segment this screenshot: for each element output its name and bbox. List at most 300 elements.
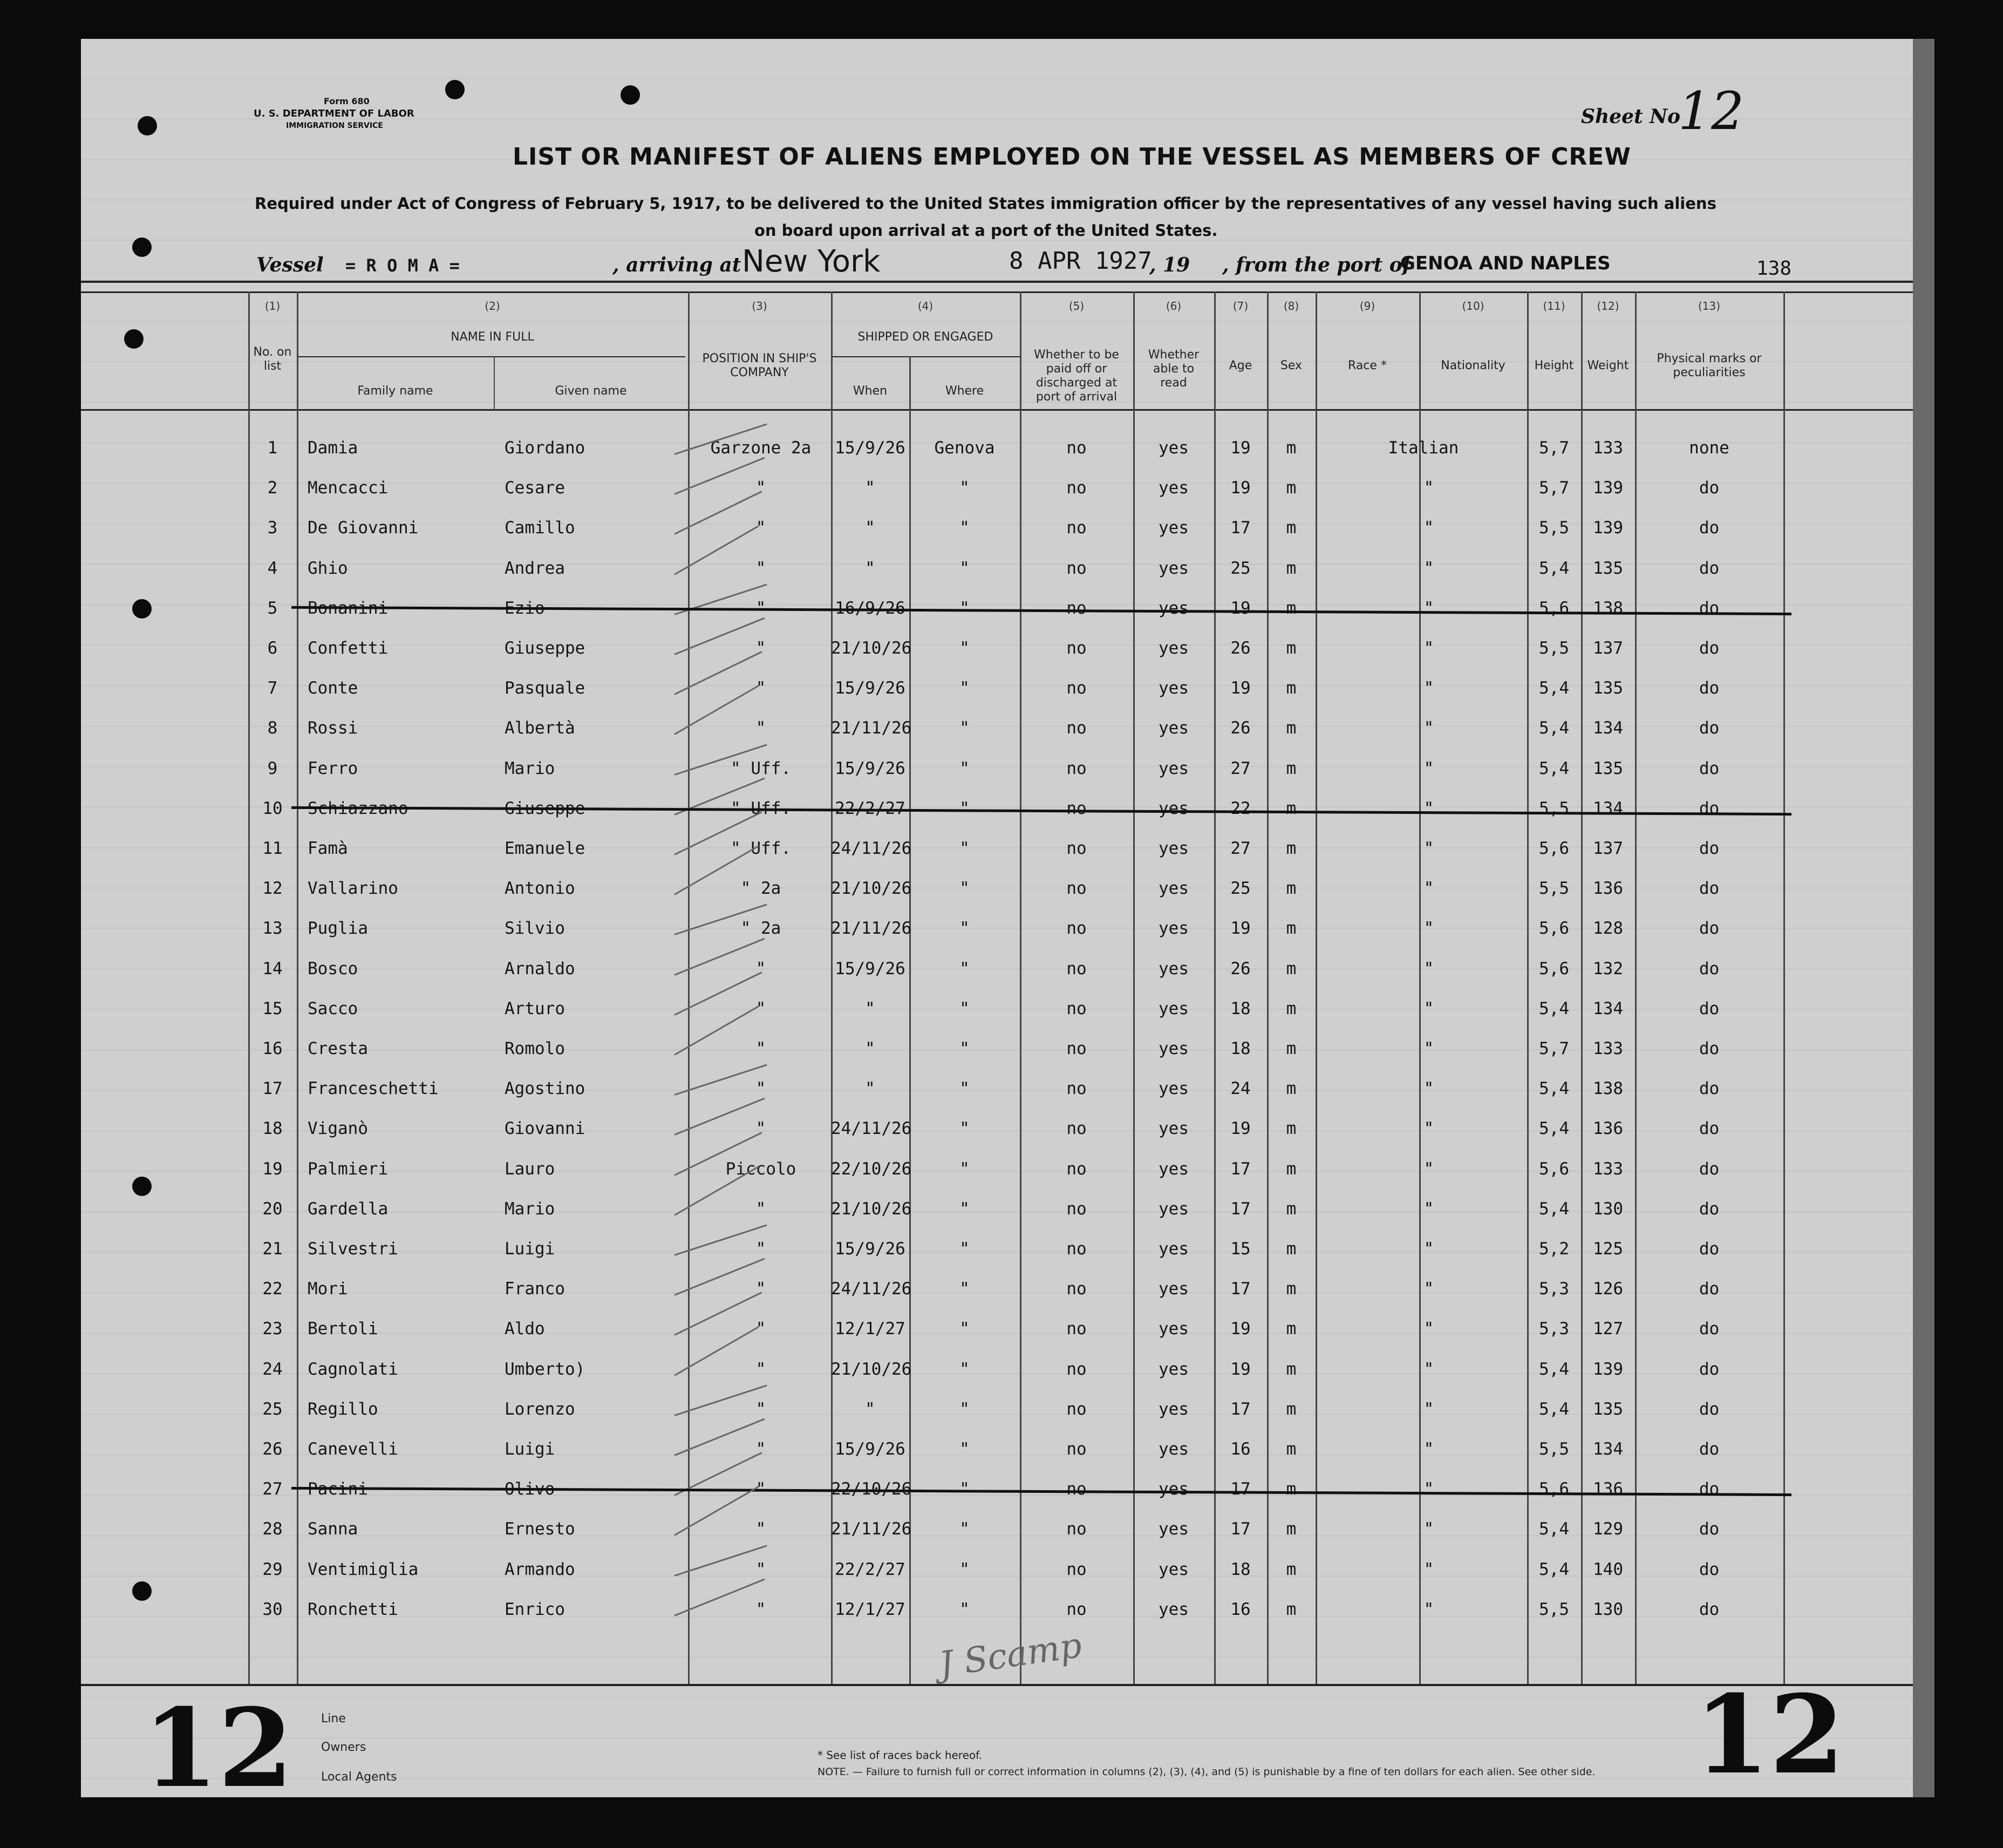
age-cell: 17 [1230,1159,1251,1179]
sex-cell: m [1286,599,1297,618]
weight-cell: 130 [1593,1600,1623,1619]
sheet-number-right: 12 [1694,1672,1845,1798]
physical-marks-cell: do [1699,1279,1720,1299]
position-cell: " [755,1199,766,1219]
shipped-where-cell: " [959,959,970,979]
col-num: (3) [752,300,767,312]
shipped-when-cell: 21/10/26 [831,638,912,658]
height-cell: 5,7 [1539,438,1569,458]
table-row [0,1158,2003,1191]
race-cell: " [1423,478,1434,498]
family-name-cell: Sacco [308,999,358,1018]
family-name-cell: Conte [308,678,358,698]
able-to-read-cell: yes [1159,1199,1189,1219]
header-given-name: Given name [555,384,627,398]
form-number: Form 680 [324,96,370,106]
shipped-where-cell: " [959,638,970,658]
given-name-cell: Pasquale [505,678,585,698]
position-cell: " [755,1119,766,1138]
weight-cell: 133 [1593,438,1623,458]
position-cell: " [755,1399,766,1419]
sex-cell: m [1286,1199,1297,1219]
race-cell: Italian [1388,438,1459,458]
paid-off-cell: no [1066,438,1087,458]
given-name-cell: Antonio [505,879,575,898]
row-number-cell: 29 [262,1560,283,1579]
shipped-when-cell: " [865,999,875,1018]
paid-off-cell: no [1066,1239,1087,1259]
age-cell: 26 [1230,638,1251,658]
family-name-cell: Damia [308,438,358,458]
given-name-cell: Luigi [505,1239,555,1259]
col-num: (7) [1232,300,1249,312]
row-number-cell: 19 [262,1159,283,1179]
table-bottom-rule [81,1684,1913,1686]
position-cell: " 2a [740,919,781,938]
shipped-when-cell: " [865,559,875,578]
physical-marks-cell: do [1699,799,1720,818]
family-name-cell: Franceschetti [308,1079,439,1098]
height-cell: 5,5 [1539,1439,1569,1459]
shipped-where-cell: " [959,559,970,578]
header-name-in-full: NAME IN FULL [451,330,534,344]
row-number-cell: 6 [267,638,278,658]
physical-marks-cell: do [1699,759,1720,778]
col-num: (12) [1597,300,1619,312]
name-subheader-rule [297,356,685,357]
shipped-where-cell: " [959,1519,970,1539]
physical-marks-cell: do [1699,1560,1720,1579]
shipped-when-cell: 22/2/27 [835,799,905,818]
weight-cell: 139 [1593,478,1623,498]
height-cell: 5,3 [1539,1279,1569,1299]
position-cell: " 2a [740,879,781,898]
paid-off-cell: no [1066,1479,1087,1499]
able-to-read-cell: yes [1159,1079,1189,1098]
physical-marks-cell: do [1699,559,1720,578]
weight-cell: 133 [1593,1039,1623,1058]
weight-cell: 139 [1593,1360,1623,1379]
weight-cell: 136 [1593,1479,1623,1499]
age-cell: 19 [1230,1319,1251,1339]
sex-cell: m [1286,1279,1297,1299]
age-cell: 24 [1230,1079,1251,1098]
weight-cell: 138 [1593,599,1623,618]
table-row [0,1599,2003,1631]
given-name-cell: Giordano [505,438,585,458]
position-cell: " Uff. [731,759,791,778]
age-cell: 17 [1230,1399,1251,1419]
able-to-read-cell: yes [1159,1560,1189,1579]
paid-off-cell: no [1066,1439,1087,1459]
able-to-read-cell: yes [1159,1519,1189,1539]
paid-off-cell: no [1066,1279,1087,1299]
race-cell: " [1423,559,1434,578]
physical-marks-cell: do [1699,1039,1720,1058]
height-cell: 5,7 [1539,478,1569,498]
header-race: Race * [1348,359,1387,372]
physical-marks-cell: do [1699,1519,1720,1539]
weight-cell: 126 [1593,1279,1623,1299]
age-cell: 26 [1230,959,1251,979]
table-row [0,717,2003,750]
row-number-cell: 21 [262,1239,283,1259]
position-cell: " [755,518,766,538]
able-to-read-cell: yes [1159,999,1189,1018]
weight-cell: 133 [1593,1159,1623,1179]
race-cell: " [1423,678,1434,698]
paid-off-cell: no [1066,1319,1087,1339]
family-name-cell: Mencacci [308,478,389,498]
shipped-when-cell: 24/11/26 [831,1119,912,1138]
table-row [0,798,2003,830]
from-port-label: , from the port of [1222,254,1411,276]
given-name-cell: Mario [505,759,555,778]
age-cell: 17 [1230,1479,1251,1499]
weight-cell: 136 [1593,1119,1623,1138]
age-cell: 19 [1230,1119,1251,1138]
header-shipped: SHIPPED OR ENGAGED [857,330,993,344]
weight-cell: 125 [1593,1239,1623,1259]
family-name-cell: Regillo [308,1399,378,1419]
race-cell: " [1423,1560,1434,1579]
family-name-cell: Sanna [308,1519,358,1539]
shipped-when-cell: 24/11/26 [831,839,912,858]
service-label: IMMIGRATION SERVICE [286,121,383,130]
race-cell: " [1423,1439,1434,1459]
position-cell: " [755,1560,766,1579]
paid-off-cell: no [1066,518,1087,538]
row-number-cell: 4 [267,559,278,578]
physical-marks-cell: do [1699,959,1720,979]
shipped-where-cell: " [959,1119,970,1138]
shipped-when-cell: 21/11/26 [831,1519,912,1539]
race-cell: " [1423,839,1434,858]
page-reference: 138 [1756,257,1792,280]
sex-cell: m [1286,999,1297,1018]
race-cell: " [1423,1159,1434,1179]
paid-off-cell: no [1066,1119,1087,1138]
paid-off-cell: no [1066,799,1087,818]
sheet-no-value: 12 [1678,81,1745,141]
date-stamp: 8 APR 1927 [1009,247,1152,275]
position-cell: " [755,1479,766,1499]
race-cell: " [1423,1319,1434,1339]
shipped-when-cell: 15/9/26 [835,1439,905,1459]
sheet-no-label: Sheet No [1581,105,1681,128]
weight-cell: 135 [1593,1399,1623,1419]
position-cell: " [755,1519,766,1539]
weight-cell: 139 [1593,518,1623,538]
given-name-cell: Olivo [505,1479,555,1499]
sex-cell: m [1286,919,1297,938]
row-number-cell: 25 [262,1399,283,1419]
shipped-where-cell: " [959,919,970,938]
paid-off-cell: no [1066,478,1087,498]
shipped-where-cell: " [959,1600,970,1619]
paid-off-cell: no [1066,759,1087,778]
physical-marks-cell: do [1699,599,1720,618]
height-cell: 5,6 [1539,1479,1569,1499]
age-cell: 27 [1230,839,1251,858]
race-cell: " [1423,1079,1434,1098]
position-cell: " [755,678,766,698]
shipped-where-cell: " [959,478,970,498]
given-name-cell: Arturo [505,999,565,1018]
sex-cell: m [1286,879,1297,898]
height-cell: 5,4 [1539,1360,1569,1379]
race-cell: " [1423,799,1434,818]
table-row [0,918,2003,950]
shipped-where-cell: " [959,839,970,858]
sex-cell: m [1286,1119,1297,1138]
age-cell: 27 [1230,759,1251,778]
shipped-where-cell: " [959,1439,970,1459]
able-to-read-cell: yes [1159,1119,1189,1138]
age-cell: 16 [1230,1439,1251,1459]
weight-cell: 138 [1593,1079,1623,1098]
physical-marks-cell: do [1699,1479,1720,1499]
table-row [0,637,2003,670]
race-cell: " [1423,999,1434,1018]
age-cell: 26 [1230,718,1251,738]
sheet-number-left: 12 [143,1685,294,1812]
given-name-cell: Albertà [505,718,575,738]
header-weight: Weight [1587,359,1629,372]
race-cell: " [1423,599,1434,618]
sex-cell: m [1286,1360,1297,1379]
family-name-cell: Bosco [308,959,358,979]
sex-cell: m [1286,478,1297,498]
sex-cell: m [1286,1399,1297,1419]
able-to-read-cell: yes [1159,1479,1189,1499]
table-row [0,1318,2003,1350]
shipped-when-cell: " [865,478,875,498]
sex-cell: m [1286,1159,1297,1179]
height-cell: 5,2 [1539,1239,1569,1259]
race-cell: " [1423,1039,1434,1058]
table-row [0,1118,2003,1150]
handwritten-signature: J Scamp [937,1625,1085,1686]
col-num: (4) [917,300,934,312]
sex-cell: m [1286,1319,1297,1339]
table-row [0,677,2003,710]
table-row [0,1078,2003,1110]
shipped-where-cell: " [959,718,970,738]
physical-marks-cell: do [1699,839,1720,858]
row-number-cell: 8 [267,718,278,738]
table-row [0,1559,2003,1591]
family-name-cell: Ferro [308,759,358,778]
age-cell: 18 [1230,1039,1251,1058]
paid-off-cell: no [1066,1159,1087,1179]
shipped-when-cell: " [865,1079,875,1098]
sex-cell: m [1286,638,1297,658]
header-height: Height [1534,359,1574,372]
table-row [0,1358,2003,1391]
row-number-cell: 16 [262,1039,283,1058]
able-to-read-cell: yes [1159,438,1189,458]
race-cell: " [1423,959,1434,979]
given-name-cell: Agostino [505,1079,585,1098]
col-num: (13) [1698,300,1721,312]
table-row [0,597,2003,630]
header-physical-marks: Physical marks or peculiarities [1657,352,1762,379]
sex-cell: m [1286,1039,1297,1058]
local-agents-label: Local Agents [321,1770,397,1784]
family-name-cell: Schiazzano [308,799,408,818]
shipped-when-cell: 15/9/26 [835,959,905,979]
paid-off-cell: no [1066,919,1087,938]
row-number-cell: 28 [262,1519,283,1539]
shipped-when-cell: 21/11/26 [831,919,912,938]
position-cell: " [755,999,766,1018]
physical-marks-cell: do [1699,1159,1720,1179]
sex-cell: m [1286,799,1297,818]
weight-cell: 134 [1593,999,1623,1018]
paid-off-cell: no [1066,559,1087,578]
table-top-rule [81,291,1913,293]
table-row [0,1038,2003,1070]
shipped-when-cell: " [865,1399,875,1419]
subtitle-line-1: Required under Act of Congress of February 5, 1917, to be delivered to the United States immigration officer by the representatives of any vessel having such aliens [255,194,1716,213]
age-cell: 19 [1230,678,1251,698]
height-cell: 5,6 [1539,919,1569,938]
paid-off-cell: no [1066,1079,1087,1098]
shipped-when-cell: 15/9/26 [835,759,905,778]
given-name-cell: Franco [505,1279,565,1299]
table-row [0,1398,2003,1431]
binder-hole [124,329,144,349]
physical-marks-cell: do [1699,478,1720,498]
able-to-read-cell: yes [1159,599,1189,618]
table-row [0,437,2003,470]
physical-marks-cell: do [1699,1239,1720,1259]
age-cell: 17 [1230,1199,1251,1219]
row-number-cell: 13 [262,919,283,938]
owners-label: Owners [321,1741,366,1754]
shipped-when-cell: 16/9/26 [835,599,905,618]
able-to-read-cell: yes [1159,559,1189,578]
given-name-cell: Cesare [505,478,565,498]
height-cell: 5,6 [1539,959,1569,979]
shipped-when-cell: 21/10/26 [831,1199,912,1219]
physical-marks-cell: do [1699,1319,1720,1339]
position-cell: " [755,1319,766,1339]
sex-cell: m [1286,438,1297,458]
table-row [0,1518,2003,1551]
able-to-read-cell: yes [1159,1439,1189,1459]
position-cell: " [755,1360,766,1379]
sex-cell: m [1286,718,1297,738]
physical-marks-cell: do [1699,879,1720,898]
position-cell: " [755,638,766,658]
able-to-read-cell: yes [1159,678,1189,698]
header-nationality: Nationality [1441,359,1505,372]
race-cell: " [1423,638,1434,658]
able-to-read-cell: yes [1159,879,1189,898]
given-name-cell: Umberto) [505,1360,585,1379]
age-cell: 17 [1230,1519,1251,1539]
weight-cell: 127 [1593,1319,1623,1339]
family-name-cell: Cresta [308,1039,368,1058]
family-name-cell: Mori [308,1279,348,1299]
shipped-when-cell: " [865,1039,875,1058]
shipped-where-cell: " [959,799,970,818]
subtitle-line-2: on board upon arrival at a port of the United States. [754,221,1218,240]
shipped-where-cell: " [959,879,970,898]
physical-marks-cell: do [1699,1360,1720,1379]
age-cell: 19 [1230,438,1251,458]
race-cell: " [1423,759,1434,778]
able-to-read-cell: yes [1159,1159,1189,1179]
sex-cell: m [1286,839,1297,858]
header-paid-off: Whether to be paid off or discharged at port of arrival [1034,348,1119,404]
row-number-cell: 11 [262,839,283,858]
physical-marks-cell: do [1699,678,1720,698]
race-cell: " [1423,1239,1434,1259]
given-name-cell: Arnaldo [505,959,575,979]
row-number-cell: 18 [262,1119,283,1138]
header-able-to-read: Whether able to read [1148,348,1200,390]
row-number-cell: 2 [267,478,278,498]
weight-cell: 134 [1593,1439,1623,1459]
col-num: (5) [1068,300,1085,312]
binder-hole [138,116,157,135]
penalty-note: NOTE. — Failure to furnish full or correct information in columns (2), (3), (4), and (5) is punishable by a fine of ten dollars for each alien. See other side. [817,1766,1596,1778]
paid-off-cell: no [1066,839,1087,858]
given-name-cell: Mario [505,1199,555,1219]
able-to-read-cell: yes [1159,839,1189,858]
year-label: , 19 [1149,254,1190,276]
position-cell: " [755,1439,766,1459]
race-cell: " [1423,1279,1434,1299]
shipped-when-cell: 15/9/26 [835,678,905,698]
sex-cell: m [1286,678,1297,698]
position-cell: " [755,478,766,498]
paid-off-cell: no [1066,638,1087,658]
header-position: POSITION IN SHIP'S COMPANY [702,352,817,379]
col-num: (2) [485,300,500,312]
given-name-cell: Andrea [505,559,565,578]
shipped-where-cell: " [959,599,970,618]
position-cell: " [755,959,766,979]
given-name-cell: Lorenzo [505,1399,575,1419]
binder-hole [621,85,640,105]
given-name-cell: Camillo [505,518,575,538]
paid-off-cell: no [1066,718,1087,738]
table-row [0,878,2003,910]
header-family-name: Family name [357,384,433,398]
age-cell: 15 [1230,1239,1251,1259]
family-name-cell: Gardella [308,1199,389,1219]
race-cell: " [1423,879,1434,898]
vessel-line-rule [81,281,1913,283]
col-num: (11) [1543,300,1565,312]
shipped-when-cell: 24/11/26 [831,1279,912,1299]
family-name-cell: Palmieri [308,1159,389,1179]
given-name-cell: Ezio [505,599,545,618]
able-to-read-cell: yes [1159,1279,1189,1299]
table-row [0,758,2003,790]
given-name-cell: Giuseppe [505,638,585,658]
race-cell: " [1423,1479,1434,1499]
able-to-read-cell: yes [1159,799,1189,818]
height-cell: 5,6 [1539,599,1569,618]
family-name-cell: Rossi [308,718,358,738]
race-cell: " [1423,718,1434,738]
shipped-where-cell: " [959,518,970,538]
